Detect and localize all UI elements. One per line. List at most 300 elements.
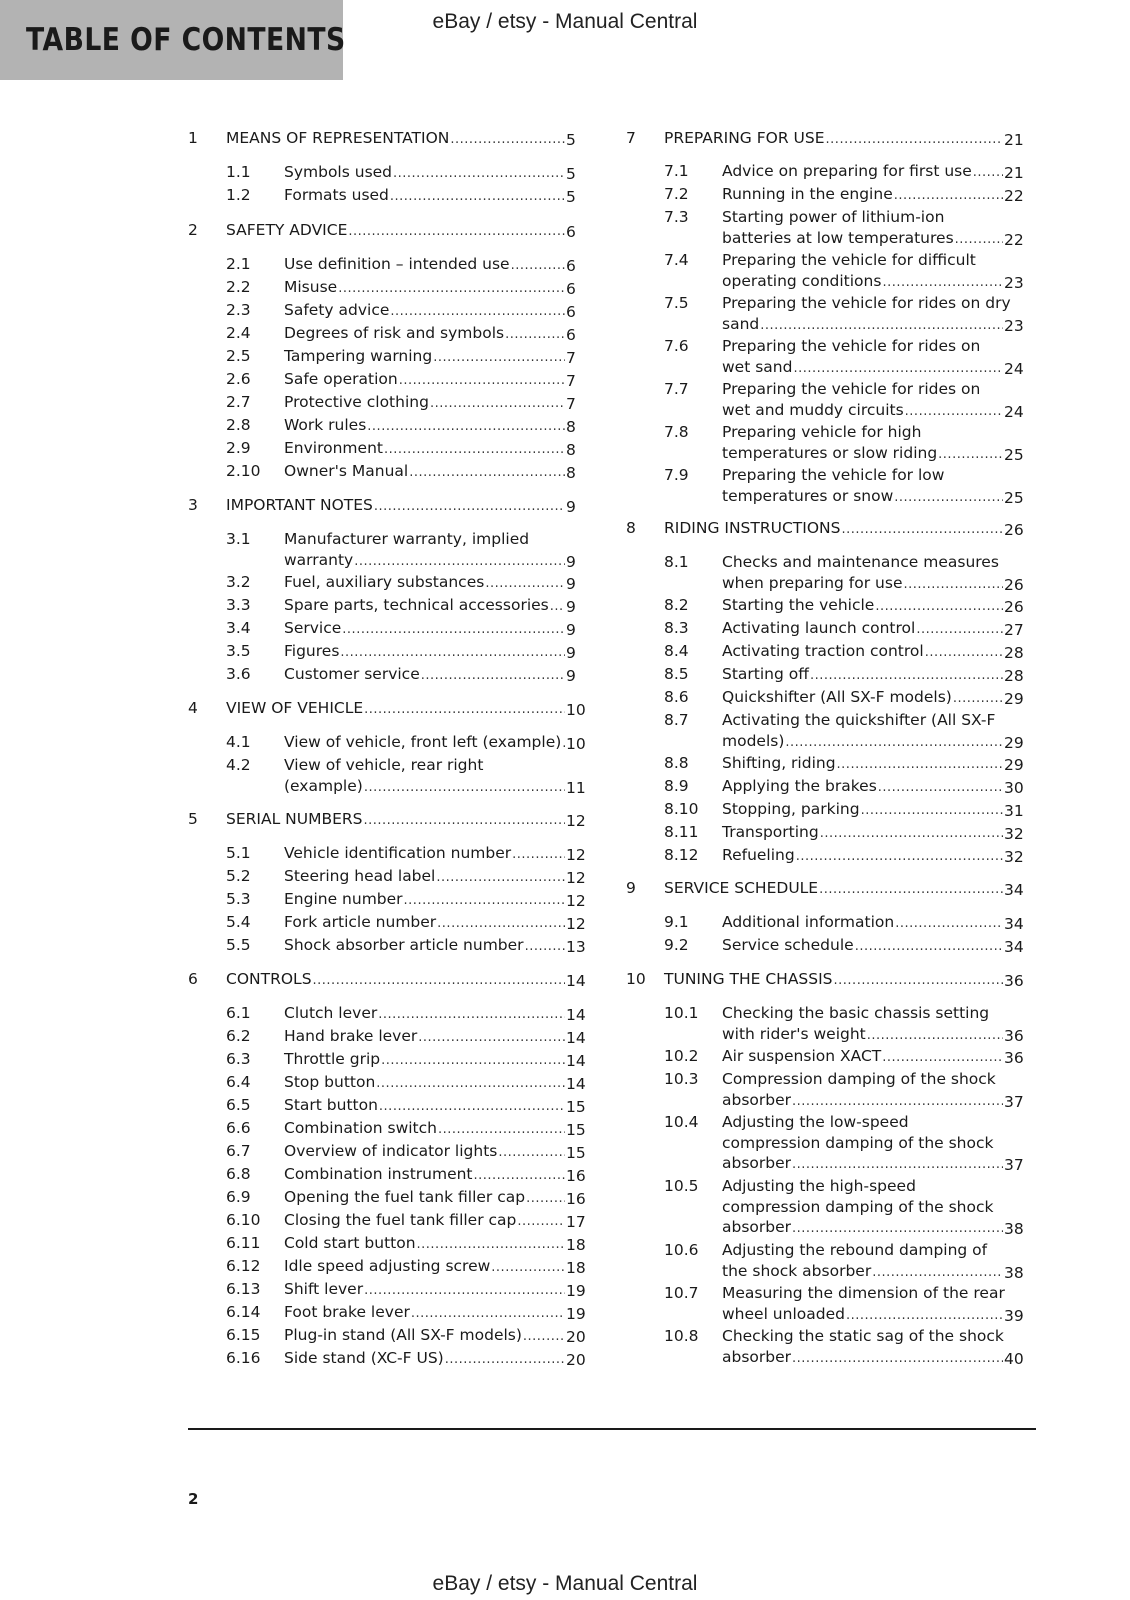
toc-entry-title-line: Running in the engine [722,185,893,203]
toc-leader-dots [785,733,1003,754]
toc-entry-title-line: View of vehicle, rear right [284,756,484,774]
toc-page-number: 26 [1004,521,1024,539]
toc-leader-dots [938,445,1003,466]
toc-leader-dots [433,348,565,369]
toc-entry-number: 3.4 [226,619,251,637]
toc-entry[interactable] [188,595,598,618]
toc-entry-title-line: Overview of indicator lights [284,1142,498,1160]
toc-entry-title-line: the shock absorber [722,1261,872,1280]
toc-leader-dots [760,316,1003,337]
toc-leader-dots [450,130,565,151]
toc-entry-title-line: MEANS OF REPRESENTATION [226,129,450,147]
toc-leader-dots [882,1048,1003,1069]
toc-leader-dots [792,1349,1003,1370]
toc-entry[interactable] [188,1072,598,1095]
toc-page-number: 37 [1004,1092,1024,1111]
toc-entry-title-line: Applying the brakes [722,777,877,795]
toc-entry[interactable] [188,755,598,798]
toc-entry-title [722,822,1004,845]
toc-leader-dots [384,440,565,461]
toc-entry[interactable] [188,1256,598,1279]
toc-entry[interactable] [626,912,1036,935]
toc-entry-number: 8.3 [664,619,689,637]
toc-page-number: 25 [1004,488,1024,507]
toc-page-number: 32 [1004,825,1024,843]
toc-entry[interactable] [188,572,598,595]
toc-entry[interactable] [188,641,598,664]
toc-entry-title-line: sand [722,314,760,333]
toc-entry-title-line: Work rules [284,416,367,434]
toc-entry[interactable] [626,293,1036,336]
toc-entry-title-line: Adjusting the low-speed [722,1113,909,1131]
toc-entry[interactable] [626,1240,1036,1283]
toc-entry-title [226,128,566,151]
toc-entry-title [284,254,566,277]
toc-entry-title-line: compression damping of the shock [722,1133,994,1152]
toc-entry[interactable] [188,1210,598,1233]
toc-page-number: 21 [1004,131,1024,149]
toc-chapter[interactable] [626,878,1036,901]
toc-entry-title [226,495,566,518]
toc-entry-title [722,776,1004,799]
toc-entry-title-line: Stopping, parking [722,800,860,818]
toc-entry-title [284,369,566,392]
toc-entry-title [284,1256,566,1279]
toc-entry[interactable] [188,912,598,935]
toc-entry-title-line: Service [284,619,342,637]
toc-entry-title [722,935,1004,958]
toc-leader-dots [526,1189,565,1210]
toc-entry-number: 6.10 [226,1211,261,1229]
toc-page-number: 28 [1004,644,1024,662]
toc-entry[interactable] [626,753,1036,776]
toc-entry[interactable] [626,250,1036,293]
toc-leader-dots [895,914,1003,935]
toc-entry[interactable] [188,1164,598,1187]
toc-entry[interactable] [626,1069,1036,1112]
toc-entry[interactable] [188,1141,598,1164]
toc-entry-number: 6.1 [226,1004,251,1022]
toc-page-number: 14 [566,1006,586,1024]
toc-entry-title [722,161,1004,184]
toc-entry[interactable] [626,799,1036,822]
toc-entry-title [284,866,566,889]
toc-entry[interactable] [188,415,598,438]
toc-entry-title [722,799,1004,822]
toc-entry-title-line: PREPARING FOR USE [664,129,825,147]
toc-entry[interactable] [626,776,1036,799]
toc-entry-title-line: Engine number [284,890,403,908]
toc-entry[interactable] [626,1326,1036,1369]
toc-entry-title-line: View of vehicle, front left (example) [284,733,562,751]
toc-entry[interactable] [188,1095,598,1118]
toc-entry-title-line: Preparing the vehicle for difficult [722,251,976,269]
toc-entry-title-line: when preparing for use [722,573,903,592]
toc-entry-title-line: Checking the basic chassis setting [722,1004,990,1022]
toc-entry[interactable] [626,822,1036,845]
toc-leader-dots [374,497,565,518]
toc-entry[interactable] [626,595,1036,618]
toc-page-number: 22 [1004,230,1024,249]
toc-entry[interactable] [626,1283,1036,1326]
toc-entry[interactable] [626,687,1036,710]
toc-leader-dots [525,937,565,958]
toc-entry-title [722,293,1011,336]
toc-entry-number: 2 [188,221,198,239]
toc-chapter[interactable] [626,518,1036,541]
toc-entry[interactable] [626,336,1036,379]
toc-page-number: 21 [1004,164,1024,182]
toc-entry[interactable] [188,1348,598,1371]
toc-leader-dots [505,325,565,346]
toc-page-number: 6 [566,257,576,275]
toc-entry-title [284,438,566,461]
toc-leader-dots [393,164,565,185]
toc-leader-dots [916,620,1003,641]
toc-page-number: 13 [566,938,586,956]
toc-entry[interactable] [626,618,1036,641]
toc-entry-title-line: compression damping of the shock [722,1197,994,1216]
toc-entry-title-line: Checks and maintenance measures [722,553,999,571]
toc-page-number: 7 [566,395,576,413]
toc-entry-title [284,843,566,866]
toc-entry[interactable] [188,843,598,866]
toc-entry[interactable] [626,1046,1036,1069]
toc-entry[interactable] [626,710,1036,753]
toc-entry[interactable] [188,461,598,484]
toc-entry-title-line: Closing the fuel tank filler cap [284,1211,517,1229]
toc-entry-title [284,323,566,346]
toc-page-number: 7 [566,372,576,390]
toc-entry-title-line: Starting the vehicle [722,596,875,614]
toc-entry[interactable] [626,1112,1036,1176]
toc-chapter[interactable] [626,128,1036,151]
toc-entry-title-line: VIEW OF VEHICLE [226,699,364,717]
toc-leader-dots [882,273,1003,294]
toc-entry-title-line: Side stand (XC-F US) [284,1349,444,1367]
toc-entry[interactable] [188,185,598,208]
toc-leader-dots [903,575,1003,596]
toc-entry-title [284,1141,566,1164]
toc-leader-dots [953,689,1003,710]
toc-entry-number: 8.5 [664,665,689,683]
toc-entry-title [722,710,1004,753]
toc-entry-number: 1.2 [226,186,251,204]
toc-entry[interactable] [626,161,1036,184]
toc-entry-title [284,618,566,641]
toc-entry[interactable] [188,254,598,277]
toc-entry[interactable] [188,346,598,369]
toc-entry-number: 5.3 [226,890,251,908]
toc-entry-number: 3.3 [226,596,251,614]
toc-leader-dots [364,1281,565,1302]
toc-entry-title [664,878,1004,901]
toc-entry[interactable] [626,422,1036,465]
toc-leader-dots [925,643,1003,664]
toc-chapter[interactable] [188,969,598,992]
toc-entry-title [722,465,1004,508]
toc-leader-dots [485,574,565,595]
toc-entry-title-line: SERVICE SCHEDULE [664,879,819,897]
toc-entry-title-line: Preparing the vehicle for rides on [722,337,981,355]
toc-entry-title [284,1164,566,1187]
toc-page-number: 12 [566,846,586,864]
toc-entry[interactable] [188,369,598,392]
toc-leader-dots [491,1258,565,1279]
toc-entry-title-line: Tampering warning [284,347,433,365]
toc-page-number: 18 [566,1259,586,1277]
toc-leader-dots [792,1219,1003,1240]
toc-entry-number: 10.5 [664,1177,699,1195]
toc-entry-title-line: Figures [284,642,340,660]
toc-entry-title-line: absorber [722,1090,792,1109]
toc-entry-title-line: wet and muddy circuits [722,400,904,419]
toc-leader-dots [379,1097,565,1118]
toc-page-number: 30 [1004,779,1024,797]
toc-entry-title [284,392,566,415]
toc-entry[interactable] [188,866,598,889]
toc-entry-number: 6 [188,970,198,988]
toc-entry-title-line: Manufacturer warranty, implied [284,530,530,548]
toc-entry[interactable] [188,392,598,415]
toc-leader-dots [367,417,565,438]
toc-entry-title [722,1112,1004,1176]
toc-entry[interactable] [188,889,598,912]
toc-entry[interactable] [188,732,598,755]
toc-entry-title [284,641,566,664]
toc-page-number: 14 [566,1075,586,1093]
toc-entry-number: 6.3 [226,1050,251,1068]
toc-entry-title [284,1049,566,1072]
toc-entry[interactable] [188,618,598,641]
toc-entry-number: 6.16 [226,1349,261,1367]
toc-page-number: 6 [566,326,576,344]
toc-page-number: 39 [1004,1306,1024,1325]
toc-leader-dots [878,778,1003,799]
toc-entry-number: 6.5 [226,1096,251,1114]
toc-page-number: 12 [566,915,586,933]
toc-page-number: 36 [1004,1049,1024,1067]
toc-leader-dots [867,1026,1003,1047]
toc-entry[interactable] [626,207,1036,250]
toc-page-number: 6 [566,303,576,321]
toc-chapter[interactable] [188,495,598,518]
toc-chapter[interactable] [188,809,598,832]
toc-entry[interactable] [626,184,1036,207]
toc-entry-number: 8.6 [664,688,689,706]
toc-entry[interactable] [188,162,598,185]
toc-entry-title [284,1233,566,1256]
toc-entry-number: 7.1 [664,162,689,180]
toc-page-number: 9 [566,644,576,662]
toc-entry-title [722,664,1004,687]
toc-entry-number: 6.14 [226,1303,261,1321]
toc-entry-number: 7.9 [664,466,689,484]
toc-page-number: 15 [566,1121,586,1139]
toc-leader-dots [437,914,565,935]
toc-entry[interactable] [188,1279,598,1302]
toc-entry-number: 8.11 [664,823,699,841]
toc-entry-title [226,698,566,721]
toc-entry-title [284,1187,566,1210]
toc-entry-title [284,415,566,438]
toc-entry-title-line: Spare parts, technical accessories [284,596,549,614]
toc-page-number: 29 [1004,733,1024,752]
toc-entry-number: 10 [626,970,646,988]
toc-entry-title-line: Symbols used [284,163,393,181]
toc-leader-dots [421,666,565,687]
toc-entry[interactable] [188,664,598,687]
toc-entry-title-line: Idle speed adjusting screw [284,1257,491,1275]
header-watermark: eBay / etsy - Manual Central [432,10,698,33]
toc-leader-dots [905,402,1003,423]
toc-entry-title-line: Activating traction control [722,642,924,660]
toc-entry-number: 3.5 [226,642,251,660]
toc-entry-number: 5.2 [226,867,251,885]
toc-page-number: 27 [1004,621,1024,639]
toc-entry-title-line: absorber [722,1154,792,1173]
toc-page-number: 28 [1004,667,1024,685]
toc-entry-number: 2.6 [226,370,251,388]
toc-entry[interactable] [626,1003,1036,1046]
toc-entry-title [284,277,566,300]
toc-entry-title [722,845,1004,868]
toc-leader-dots [438,1120,565,1141]
toc-entry-title-line: Vehicle identification number [284,844,512,862]
toc-page-number: 10 [566,701,586,719]
toc-page-number: 34 [1004,881,1024,899]
toc-entry-title-line: models) [722,731,785,750]
toc-entry[interactable] [188,935,598,958]
toc-leader-dots [340,643,565,664]
toc-entry[interactable] [188,1187,598,1210]
toc-entry[interactable] [626,1176,1036,1240]
toc-entry-title [284,935,566,958]
toc-entry-number: 8.12 [664,846,699,864]
toc-leader-dots [837,755,1003,776]
toc-entry[interactable] [188,1325,598,1348]
toc-entry-title [722,422,1004,465]
toc-page-number: 23 [1004,316,1024,335]
toc-entry-title [284,162,566,185]
toc-entry-number: 9 [626,879,636,897]
toc-entry-title-line: Formats used [284,186,389,204]
toc-page-number: 6 [566,223,576,241]
toc-entry-title [722,1069,1004,1112]
toc-entry-number: 4.2 [226,756,251,774]
toc-chapter[interactable] [188,128,598,151]
toc-page-number: 22 [1004,187,1024,205]
toc-entry[interactable] [626,465,1036,508]
toc-entry[interactable] [188,323,598,346]
toc-leader-dots [955,230,1003,251]
toc-entry-title [722,1283,1004,1326]
toc-page-number: 5 [566,165,576,183]
toc-page-number: 25 [1004,445,1024,464]
toc-entry[interactable] [188,529,598,572]
toc-entry-title-line: Activating launch control [722,619,916,637]
toc-entry-number: 10.1 [664,1004,699,1022]
toc-entry-number: 5 [188,810,198,828]
toc-entry-title-line: Preparing the vehicle for rides on dry [722,294,1011,312]
toc-page-number: 9 [566,498,576,516]
toc-page-number: 20 [566,1351,586,1369]
toc-page-number: 19 [566,1282,586,1300]
toc-page-number: 7 [566,349,576,367]
toc-entry-title [284,461,566,484]
toc-page-number: 9 [566,621,576,639]
toc-entry-title [284,889,566,912]
toc-page-number: 12 [566,869,586,887]
toc-entry[interactable] [188,1118,598,1141]
toc-entry-title [284,664,566,687]
toc-page-number: 8 [566,418,576,436]
toc-entry-title-line: Cold start button [284,1234,416,1252]
toc-entry[interactable] [188,1026,598,1049]
toc-entry[interactable] [188,1003,598,1026]
toc-entry[interactable] [626,664,1036,687]
toc-entry-title [664,969,1004,992]
toc-entry-title [284,572,566,595]
toc-entry[interactable] [626,552,1036,595]
toc-entry-title-line: wet sand [722,357,793,376]
toc-entry[interactable] [188,1233,598,1256]
toc-entry-title [722,379,1004,422]
toc-page-number: 15 [566,1144,586,1162]
toc-leader-dots [523,1327,565,1348]
toc-entry-title-line: wheel unloaded [722,1304,845,1323]
toc-entry-number: 10.6 [664,1241,699,1259]
toc-entry-title [284,529,566,572]
toc-leader-dots [973,163,1003,184]
toc-leader-dots [826,130,1003,151]
toc-entry-title-line: Safety advice [284,301,390,319]
toc-entry-title-line: Combination instrument [284,1165,473,1183]
toc-entry-title-line: Fork article number [284,913,437,931]
toc-entry[interactable] [626,845,1036,868]
toc-entry[interactable] [626,379,1036,422]
toc-chapter[interactable] [188,698,598,721]
toc-entry[interactable] [188,277,598,300]
toc-entry-title-line: Adjusting the rebound damping of [722,1241,988,1259]
toc-leader-dots [445,1350,565,1371]
toc-entry-title-line: Environment [284,439,383,457]
toc-entry[interactable] [188,1049,598,1072]
toc-chapter[interactable] [626,969,1036,992]
toc-entry-number: 2.4 [226,324,251,342]
toc-entry-title [284,755,566,798]
toc-chapter[interactable] [188,220,598,243]
toc-entry-number: 7.3 [664,208,689,226]
toc-leader-dots [364,778,565,799]
toc-entry-title [722,1176,1004,1240]
toc-entry-title-line: Shifting, riding [722,754,836,772]
toc-entry[interactable] [626,641,1036,664]
toc-entry[interactable] [188,300,598,323]
toc-page-number: 24 [1004,359,1024,378]
toc-leader-dots [381,1051,565,1072]
toc-entry-number: 3.6 [226,665,251,683]
toc-leader-dots [390,302,565,323]
toc-entry[interactable] [188,1302,598,1325]
toc-entry-title [284,346,566,369]
toc-entry-title-line: CONTROLS [226,970,312,988]
toc-page-number: 24 [1004,402,1024,421]
toc-entry[interactable] [626,935,1036,958]
toc-entry[interactable] [188,438,598,461]
toc-entry-title-line: Transporting [722,823,819,841]
toc-leader-dots [562,734,565,755]
